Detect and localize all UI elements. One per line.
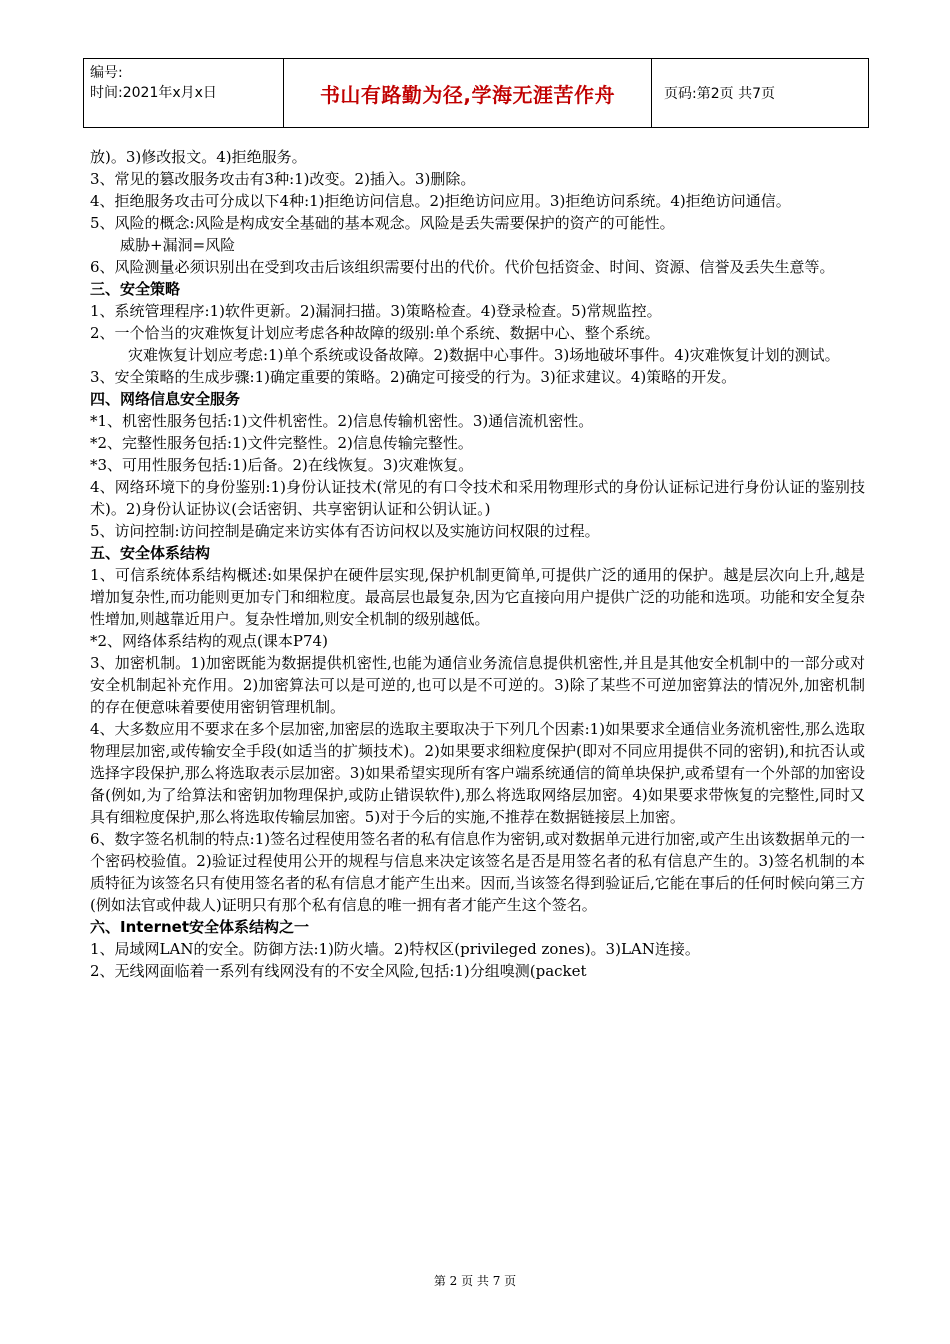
page-footer: 第 2 页 共 7 页 <box>433 1274 517 1288</box>
paragraph: 6、数字签名机制的特点:1)签名过程使用签名者的私有信息作为密钥,或对数据单元进行加密,或产生出该数据单元的一个密码校验值。2)验证过程使用公开的规程与信息来决定该签名是否是用签名者的私有信息产生的。3)签名机制的本质特征为该签名只有使用签名者的私有信息才能产生出来。因而,当该签名得到验证后,它能在事后的任何时候向第三方(例如法官或仲裁人)证明只有那个私有信息的唯一拥有者才能产生这个签名。 <box>90 830 865 914</box>
paragraph: 1、系统管理程序:1)软件更新。2)漏洞扫描。3)策略检查。4)登录检查。5)常规监控。 <box>90 302 662 320</box>
paragraph: 3、常见的篡改服务攻击有3种:1)改变。2)插入。3)删除。 <box>90 170 476 188</box>
paragraph: 3、安全策略的生成步骤:1)确定重要的策略。2)确定可接受的行为。3)征求建议。4)策略的开发。 <box>90 368 737 386</box>
header-meta <box>84 59 284 127</box>
paragraph: 5、访问控制:访问控制是确定来访实体有否访问权以及实施访问权限的过程。 <box>90 522 600 540</box>
paragraph: 灾难恢复计划应考虑:1)单个系统或设备故障。2)数据中心事件。3)场地破坏事件。4)灾难恢复计划的测试。 <box>128 346 840 364</box>
paragraph: 5、风险的概念:风险是构成安全基础的基本观念。风险是丢失需要保护的资产的可能性。 <box>90 214 675 232</box>
paragraph: *2、网络体系结构的观点(课本P74) <box>90 632 328 650</box>
paragraph: *3、可用性服务包括:1)后备。2)在线恢复。3)灾难恢复。 <box>90 456 474 474</box>
paragraph: 1、局域网LAN的安全。防御方法:1)防火墙。2)特权区(privileged zones)。3)LAN连接。 <box>90 940 700 958</box>
paragraph: 6、风险测量必须识别出在受到攻击后该组织需要付出的代价。代价包括资金、时间、资源、信誉及丢失生意等。 <box>90 258 835 276</box>
section-heading: 三、安全策略 <box>90 280 181 298</box>
time-label: 时间:2021年x月x日 <box>90 85 217 101</box>
header-page-info: 页码:第2页 共7页 <box>664 86 775 102</box>
document-body <box>90 146 865 982</box>
section-heading: 五、安全体系结构 <box>90 544 211 562</box>
paragraph: 4、网络环境下的身份鉴别:1)身份认证技术(常见的有口令技术和采用物理形式的身份认证标记进行身份认证的鉴别技术)。2)身份认证协议(会话密钥、共享密钥认证和公钥认证。) <box>90 478 865 518</box>
paragraph: 2、一个恰当的灾难恢复计划应考虑各种故障的级别:单个系统、数据中心、整个系统。 <box>90 324 660 342</box>
section-heading: 六、Internet安全体系结构之一 <box>90 918 310 936</box>
number-label: 编号: <box>90 65 123 81</box>
paragraph: 4、大多数应用不要求在多个层加密,加密层的选取主要取决于下列几个因素:1)如果要求全通信业务流机密性,那么选取物理层加密,或传输安全手段(如适当的扩频技术)。2)如果要求细粒度保护(即对不同应用提供不同的密钥),和抗否认或选择字段保护,那么将选取表示层加密。3)如果希望实现所有客户端系统通信的简单块保护,或希望有一个外部的加密设备(例如,为了给算法和密钥加物理保护,或防止错误软件),那么将选取网络层加密。4)如果要求带恢复的完整性,同时又具有细粒度保护,那么将选取传输层加密。5)对于今后的实施,不推荐在数据链接层上加密。 <box>90 720 865 826</box>
paragraph: *1、机密性服务包括:1)文件机密性。2)信息传输机密性。3)通信流机密性。 <box>90 412 594 430</box>
paragraph: 1、可信系统体系结构概述:如果保护在硬件层实现,保护机制更简单,可提供广泛的通用的保护。越是层次向上升,越是增加复杂性,而功能则更加专门和细粒度。最高层也最复杂,因为它直接向用户提供广泛的功能和选项。功能和安全复杂性增加,则越靠近用户。复杂性增加,则安全机制的级别越低。 <box>90 566 865 628</box>
paragraph: 放)。3)修改报文。4)拒绝服务。 <box>90 148 307 166</box>
section-heading: 四、网络信息安全服务 <box>90 390 241 408</box>
header-motto: 书山有路勤为径,学海无涯苦作舟 <box>284 59 652 127</box>
paragraph: *2、完整性服务包括:1)文件完整性。2)信息传输完整性。 <box>90 434 473 452</box>
paragraph: 3、加密机制。1)加密既能为数据提供机密性,也能为通信业务流信息提供机密性,并且是其他安全机制中的一部分或对安全机制起补充作用。2)加密算法可以是可逆的,也可以是不可逆的。3)除了某些不可逆加密算法的情况外,加密机制的存在便意味着要使用密钥管理机制。 <box>90 654 865 716</box>
paragraph: 4、拒绝服务攻击可分成以下4种:1)拒绝访问信息。2)拒绝访问应用。3)拒绝访问系统。4)拒绝访问通信。 <box>90 192 791 210</box>
paragraph: 2、无线网面临着一系列有线网没有的不安全风险,包括:1)分组嗅测(packet <box>90 962 587 980</box>
paragraph: 威胁+漏洞=风险 <box>120 236 236 254</box>
page-header <box>83 58 869 128</box>
